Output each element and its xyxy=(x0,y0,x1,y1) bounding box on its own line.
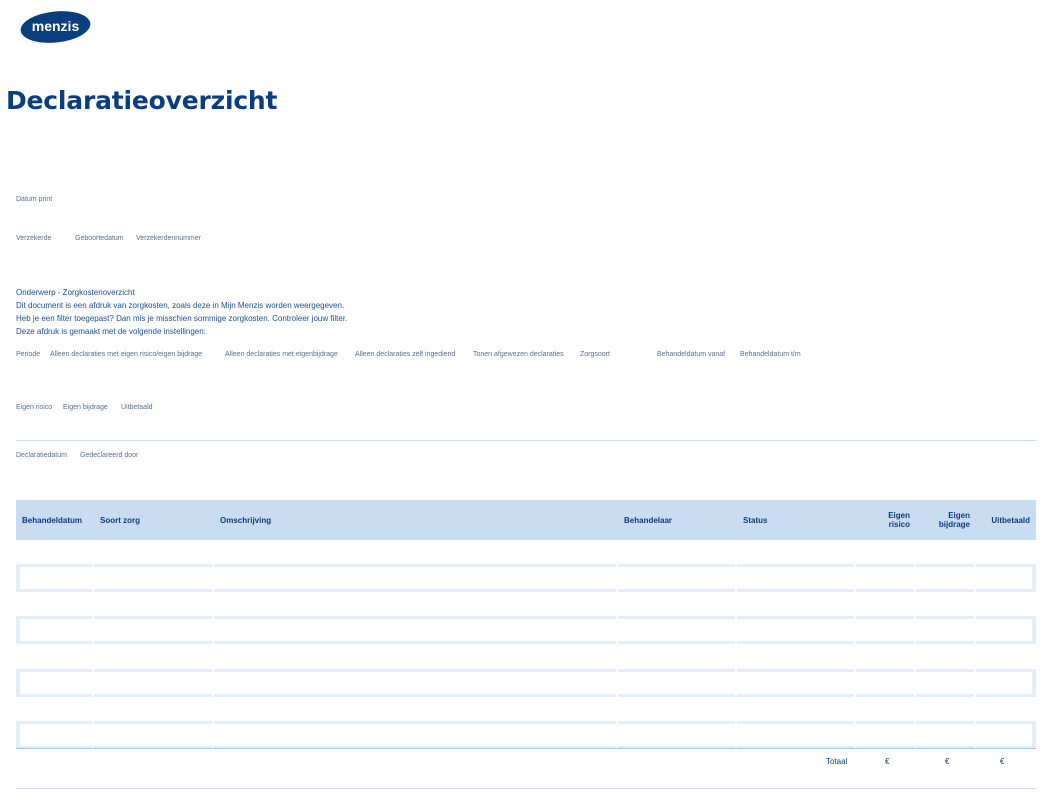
th-soort-zorg: Soort zorg xyxy=(100,515,140,525)
filter-zelf-ingediend: Alleen declaraties zelf ingediend xyxy=(355,351,456,358)
footer-rule xyxy=(16,788,1036,789)
th-eigen-bijdrage-line1: Eigen xyxy=(948,511,970,520)
th-behandelaar: Behandelaar xyxy=(624,515,673,525)
verzekerdennummer-label: Verzekerdennummer xyxy=(136,235,201,242)
total-eigen-risico-currency: € xyxy=(885,757,890,766)
th-eigen-risico xyxy=(856,511,916,529)
th-eigen-risico-line2: risico xyxy=(888,520,910,529)
th-uitbetaald: Uitbetaald xyxy=(991,515,1030,525)
th-eigen-risico-line1: Eigen xyxy=(888,511,910,520)
total-uitbetaald-currency: € xyxy=(1000,757,1005,766)
verzekerde-label: Verzekerde xyxy=(16,235,52,242)
th-status: Status xyxy=(743,515,768,525)
filter-eigen-risico-bijdrage: Alleen declaraties met eigen risico/eigen bijdrage xyxy=(50,351,203,358)
th-omschrijving: Omschrijving xyxy=(220,515,272,525)
amount-uitbetaald: Uitbetaald xyxy=(121,404,153,411)
intro-line: Onderwerp - Zorgkostenoverzicht xyxy=(16,288,135,297)
amount-eigen-risico: Eigen risico xyxy=(16,404,53,411)
datum-print-label: Datum print xyxy=(16,196,53,203)
filter-behandeldatum-tm: Behandeldatum t/m xyxy=(740,351,801,358)
intro-line: Deze afdruk is gemaakt met de volgende instellingen: xyxy=(16,327,206,336)
total-eigen-bijdrage-currency: € xyxy=(945,757,950,766)
filter-periode: Periode xyxy=(16,351,41,358)
geboortedatum-label: Geboortedatum xyxy=(75,235,124,242)
column-dividers xyxy=(16,540,1036,748)
menzis-logo xyxy=(20,10,91,44)
total-label: Totaal xyxy=(826,757,848,766)
gedeclareerd-door-label: Gedeclareerd door xyxy=(80,452,139,459)
logo-text: menzis xyxy=(31,18,80,34)
divider xyxy=(16,440,1036,441)
filter-behandeldatum-vanaf: Behandeldatum vanaf xyxy=(657,351,726,358)
filter-zorgsoort: Zorgsoort xyxy=(580,351,610,358)
filter-eigenbijdrage: Alleen declaraties met eigenbijdrage xyxy=(225,351,338,358)
amount-eigen-bijdrage: Eigen bijdrage xyxy=(63,404,108,411)
intro-line: Dit document is een afdruk van zorgkosten, zoals deze in Mijn Menzis worden weergegeven. xyxy=(16,301,345,310)
intro-text xyxy=(16,286,347,338)
th-eigen-bijdrage xyxy=(916,511,976,529)
table-header xyxy=(16,500,1036,540)
page-title: Declaratieoverzicht xyxy=(6,86,278,115)
table-bottom-rule xyxy=(16,748,1036,749)
intro-line: Heb je een filter toegepast? Dan mis je misschien sommige zorgkosten. Controleer jouw filter. xyxy=(16,314,348,323)
th-eigen-bijdrage-line2: bijdrage xyxy=(938,520,970,529)
th-behandeldatum: Behandeldatum xyxy=(22,515,83,525)
declaratiedatum-label: Declaratiedatum xyxy=(16,452,67,459)
filter-afgewezen: Tonen afgewezen declaraties xyxy=(473,351,564,358)
